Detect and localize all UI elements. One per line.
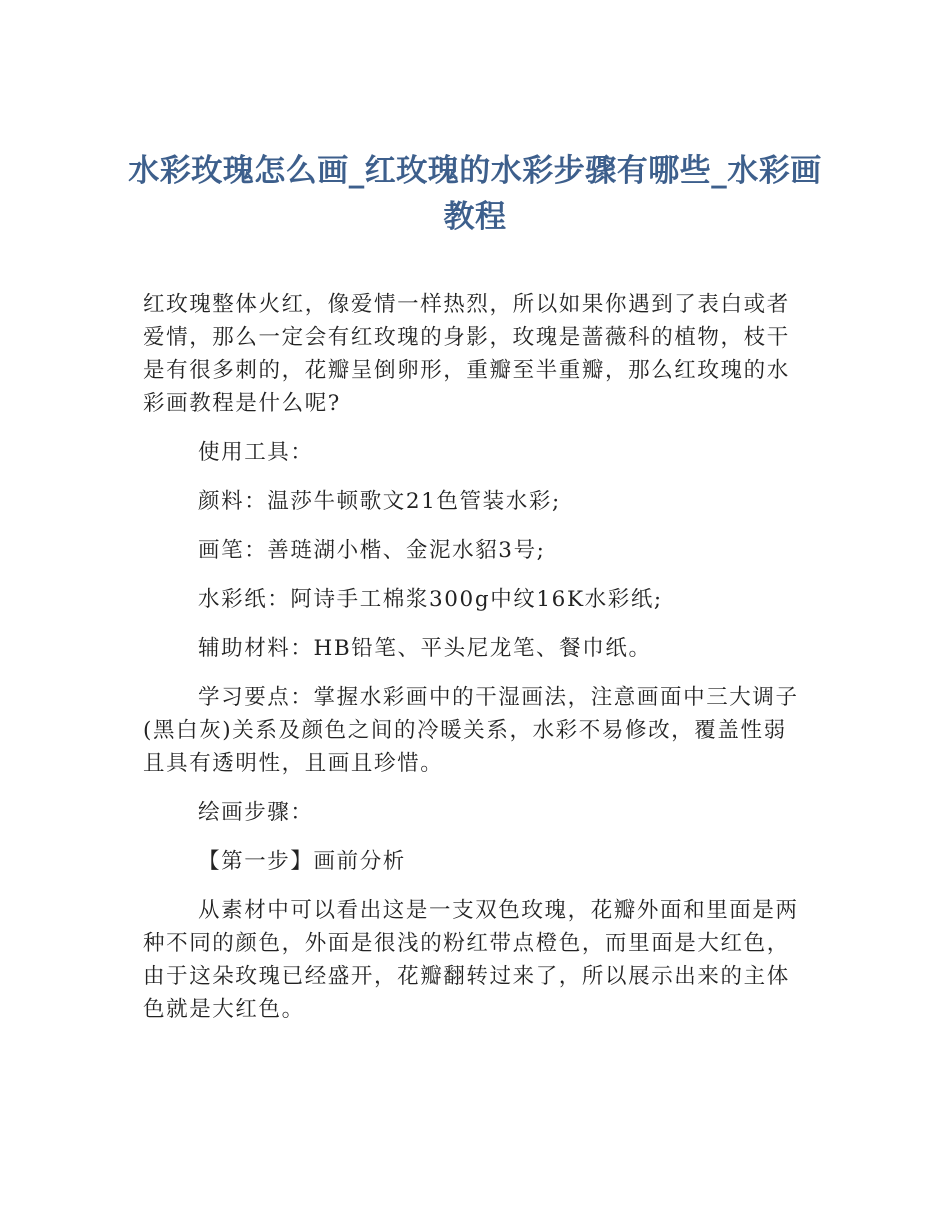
- intro-paragraph: 红玫瑰整体火红，像爱情一样热烈，所以如果你遇到了表白或者爱情，那么一定会有红玫瑰的身影，玫瑰是蔷薇科的植物，枝干是有很多刺的，花瓣呈倒卵形，重瓣至半重瓣，那么红玫瑰的水彩画教程是什么呢?: [143, 292, 790, 416]
- steps-heading: 绘画步骤：: [198, 800, 314, 825]
- page-title: 水彩玫瑰怎么画_红玫瑰的水彩步骤有哪些_水彩画教程: [128, 153, 822, 235]
- step-one-paragraph: 从素材中可以看出这是一支双色玫瑰，花瓣外面和里面是两种不同的颜色，外面是很浅的粉红带点橙色，而里面是大红色，由于这朵玫瑰已经盛开，花瓣翻转过来了，所以展示出来的主体色就是大红色。: [143, 898, 799, 1022]
- learning-points-paragraph: 学习要点：掌握水彩画中的干湿画法，注意画面中三大调子(黑白灰)关系及颜色之间的冷暖关系，水彩不易修改，覆盖性弱且具有透明性，且画且珍惜。: [143, 685, 799, 776]
- paper-item: 水彩纸：阿诗手工棉浆300g中纹16K水彩纸;: [198, 587, 663, 612]
- article-body: [143, 288, 809, 1042]
- paint-item: 颜料：温莎牛顿歌文21色管装水彩;: [198, 489, 561, 514]
- step-one-heading: 【第一步】画前分析: [198, 849, 406, 874]
- brush-item: 画笔：善琏湖小楷、金泥水貂3号;: [198, 538, 546, 563]
- tools-heading: 使用工具：: [198, 440, 314, 465]
- auxiliary-item: 辅助材料：HB铅笔、平头尼龙笔、餐巾纸。: [198, 636, 652, 661]
